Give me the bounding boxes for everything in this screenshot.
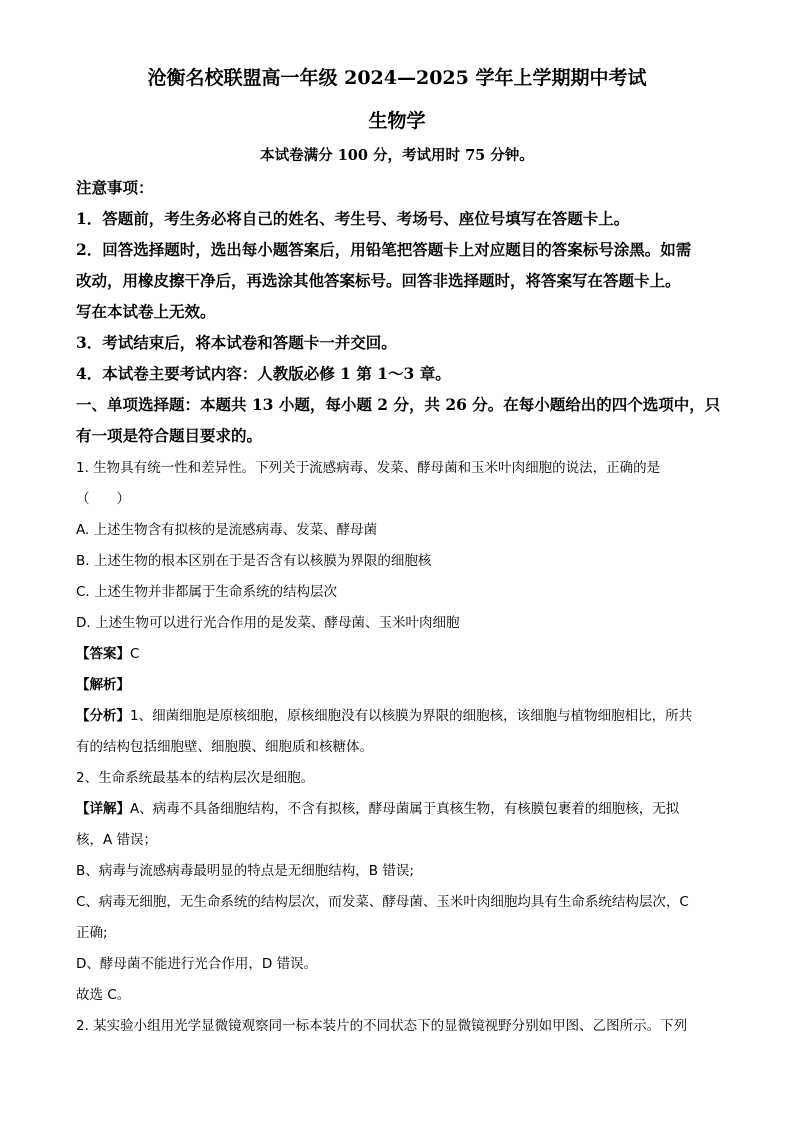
q1-fenxi-line-2: 有的结构包括细胞壁、细胞膜、细胞质和核糖体。 <box>76 739 373 755</box>
detail-tag: 【详解】 <box>76 801 130 817</box>
q1-detail-line-2: 核，A 错误； <box>76 832 158 848</box>
q1-detail-line-6: D、酵母菌不能进行光合作用，D 错误。 <box>76 956 318 972</box>
exam-title: 沧衡名校联盟高一年级 2024—2025 学年上学期期中考试 <box>147 67 647 89</box>
q1-fenxi-line-3: 2、生命系统最基本的结构层次是细胞。 <box>76 770 315 786</box>
q1-option-c: C. 上述生物并非都属于生命系统的结构层次 <box>76 584 338 600</box>
analysis-tag: 【解析】 <box>76 677 130 693</box>
notice-item-4: 4．本试卷主要考试内容：人教版必修 1 第 1～3 章。 <box>76 364 451 383</box>
q1-option-d: D. 上述生物可以进行光合作用的是发菜、酵母菌、玉米叶肉细胞 <box>76 615 460 631</box>
section-heading-line-1: 一、单项选择题：本题共 13 小题，每小题 2 分，共 26 分。在每小题给出的四个选项中，只 <box>76 395 721 414</box>
answer-value: C <box>130 646 140 662</box>
q1-detail-line-1 <box>76 799 679 819</box>
q1-stem-line-1: 1. 生物具有统一性和差异性。下列关于流感病毒、发菜、酵母菌和玉米叶肉细胞的说法，正确的是 <box>76 460 661 476</box>
section-heading-line-2: 有一项是符合题目要求的。 <box>76 426 263 445</box>
q1-stem-line-2: （ ） <box>76 491 130 507</box>
score-note: 本试卷满分 100 分，考试用时 75 分钟。 <box>260 147 534 164</box>
subject-title: 生物学 <box>368 110 426 132</box>
answer-tag: 【答案】 <box>76 646 130 662</box>
notice-item-1: 1．答题前，考生务必将自己的姓名、考生号、考场号、座位号填写在答题卡上。 <box>76 209 630 228</box>
q1-detail-line-5: 正确; <box>76 925 108 941</box>
fenxi-tag: 【分析】 <box>76 708 130 724</box>
detail-text-1: A、病毒不具备细胞结构，不含有拟核，酵母菌属于真核生物，有核膜包裹着的细胞核，无拟 <box>130 801 680 817</box>
q2-stem-line-1: 2. 某实验小组用光学显微镜观察同一标本装片的不同状态下的显微镜视野分别如甲图、乙图所示。下列 <box>76 1018 688 1034</box>
q1-option-b: B. 上述生物的根本区别在于是否含有以核膜为界限的细胞核 <box>76 553 432 569</box>
q1-detail-line-3: B、病毒与流感病毒最明显的特点是无细胞结构，B 错误; <box>76 863 414 879</box>
notice-item-2-line-3: 写在本试卷上无效。 <box>76 302 216 321</box>
q1-conclusion: 故选 C。 <box>76 987 131 1003</box>
notice-item-2-line-2: 改动，用橡皮擦干净后，再选涂其他答案标号。回答非选择题时，将答案写在答题卡上。 <box>76 271 681 290</box>
q1-option-a: A. 上述生物含有拟核的是流感病毒、发菜、酵母菌 <box>76 522 378 538</box>
q1-fenxi-line-1 <box>76 706 692 726</box>
notice-heading: 注意事项： <box>76 178 154 197</box>
q1-answer <box>76 644 139 664</box>
q1-detail-line-4: C、病毒无细胞，无生命系统的结构层次，而发菜、酵母菌、玉米叶肉细胞均具有生命系统结构层次，C <box>76 894 689 910</box>
notice-item-3: 3．考试结束后，将本试卷和答题卡一并交回。 <box>76 333 397 352</box>
fenxi-text-1: 1、细菌细胞是原核细胞，原核细胞没有以核膜为界限的细胞核，该细胞与植物细胞相比，所共 <box>130 708 693 724</box>
q1-analysis-tag <box>76 675 130 695</box>
notice-item-2-line-1: 2．回答选择题时，选出每小题答案后，用铅笔把答题卡上对应题目的答案标号涂黑。如需 <box>76 240 692 259</box>
